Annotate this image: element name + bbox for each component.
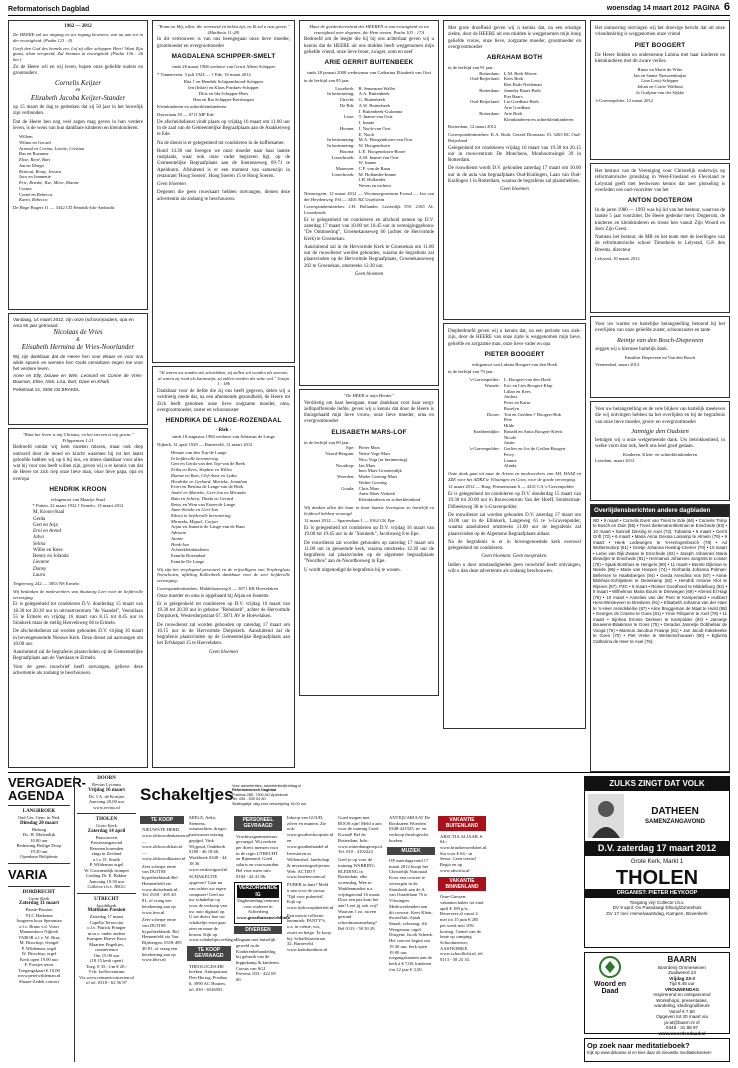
family-member: E. Nooh <box>358 131 374 137</box>
family-member: J.H. Hollander <box>358 177 386 183</box>
notice-dogterom: Het bestuur van de Vereniging voor Christelijk onderwijs op reformatorische grondslag in West-Friesland en Flevoland te Lelystad geeft met leedwezen kennis dat zeer plotseling is overleden ons oud-voorzitter van het ANTON DOGTEROM In de jaren 1980 — 1993 was hij lid van het bestuur, waarvan de laatste 5 jaar voorzitter. De Heere gedenke mevr. Dogterom, de kinderen en kleinkinderen en troste hen vanuit Zijn Woord en door Zijn Geest. Namens het bestuur, de MR en het team met de leerlingen van de reformatorische school Timotheüs te Lelystad, G.P. den Breems, directeur Lelystad, 10 maart 2012 <box>590 163 730 313</box>
family-place: Waarde: <box>484 382 500 388</box>
family-place: Doorn: <box>486 411 500 417</box>
family-member: W. Hoogendoorn <box>358 143 391 149</box>
notice-boogert: Diepbedroefd geven wij u kennis dat, na een periode van ziek-zijn, door de HEERE van onze zijde is weggenomen mijn lieve, geliefde en zorgzame man, onze lieve vader en opa PIETER BOOGERT echtgenoot van Lubina Boogert-van den Hoek in de leeftijd van 79 jaar. 's-Gravenpolder: L. Boogert-van den Hoek Waarde: Eric en Lies Boogert-Klap Lillan en Kees Andrea Peter en Karin Roselyn Doorn: Ton en Gerdien † Boogert-Bok Pete Hilde Krabbendijke: Ronald en Anita Boogert-Kievit Nicole Justin 's-Gravenpolder: Gerlies en Jos de Goffau-Boogert Percy Lianne Alinda Onze dank gaat uit naar de Artsen en medewerkers van AH, HAAZ en ZZE voor het ADRZ te Vlissingen en Goes, voor de goede verzorging. 12 maart 2012 — Burg. Prinsenstraat 6 — 4431 CA 's-Gravenpolder Er is gelegenheid tot condoleren op D.V. donderdag 15 maart van 19.30 tot 20.00 uur in Rouwcentrum Van der Hoeff, Smidsstraat-Dilbeekweg 38 te 's-Gravenpolder. De rouwdienst zal worden gehouden D.V. zaterdag 17 maart om 10.00 uur in de Ellinkerk, Langeweg 61 te 's-Gravenpolder, waarna aansluitend omstreeks 11.00 uur de begrafenis zal plaatsvinden op de Algemene Begraafplaats aldaar. Na de begrafenis is er in bovengenoemde kerk evenwel gelegenheid tot condoleren. Geen bloemen. Geen toespraken. Indien u door omstandigheden geen rouwbrief heeft ontvangen, wilt u dan deze advertentie als zodanig beschouwen. <box>443 323 586 729</box>
family-member: Neven en nichten <box>358 183 391 189</box>
deceased-name: HENDRIKA DE LANGE-ROZENDAAL <box>165 417 282 425</box>
family-member: Andrea <box>503 394 518 400</box>
classifieds-divider <box>8 772 730 773</box>
portrait-icon <box>588 794 624 838</box>
agenda-item: THOLEN Grote Kerk Zaterdag 14 april Paasconcert Passiezangavond Betonen horenden zingt in Zeeland o.l.v. D. Strulk P. Wildeman orgel W. Groenendijk trompet Leiding Dr. E. Bakker Aanvang 19.30 uur Collecte t.b.v. JBGG <box>84 817 129 889</box>
notice-keijzer: 1962 — 2012 De HEERE zal uw uitgang en uw ingang bewaren, van nu aan tot in der eeuwigheid. (Psalm 121 : 8) Geeft den God des hemels eer, Lof zij aller scheppen Heer! Want Zijn gunst, alom verspreid, Zal bestaan in eeuwigheid. (Psalm 136 : 26 ber.) Zo de Heere wil en wij leven, hopen onze geliefde ouders en grootouders Cornelis Keijzer en Elizabeth Jacoba Keijzer-Stander op 15 maart de dag te gedenken dat zij 50 jaar in het huwelijk zijn verbonden. Dat de Heere hen nog veel zegen mag geven in hun verdere leven, is de wens van hun dankbare kinderen en kleinkinderen. Willem Wilma en Gerard Arnoud en Corina, Lisette, Cristian Bas en Rozanne Elise, René, Bart Jan en Marga Reinout, Romy, Jessica Jaco en Jeannette Eric, Renske, Ilse, Mirte, Rianne Corina Corné en Rebecca Karin, Rebecca De Hoge Bogert 11 — 3342 CD Hendrik-Ido-Ambacht <box>8 20 148 310</box>
family-list <box>304 86 434 189</box>
woord-en-daad-ad: Woord en Daad BAARN Boordenij Ommeseinen Zuidweerd 23 Vrijdag 23-3 Tijd 8.45 uur VROUWENDAG Inspirerend en ontspannend Workshops, presentaties, wandeling, kledingruilbeurs Vanaf € 7,50 Opgeven tot 20 maart via ja-at@baarn.nl of 0348 - 31 88 97 www.woordendaad.nl <box>584 952 730 1034</box>
family-list: Hennie van den Top-de Lange In liefdevolle herinnering Gert en Gerda van den Top-van de Beek Erika en Kees, Stephen en Willeo Rianne en Bart, Clef-Anne en Lydia Hendrike en Gerhard, Marieke, Jonathan Evert en Bertina de Lange-van de Beek André en Marieke, Gert-Jan en Miranda Bata en Schera, Thuda en Gerard Betsy en Wim van Essen-de Lange Anne-Sietske en Gert-Jan Edwin in liefdevolle herinnering Miranda, Miguel, Corjan Arjan en Jeanette de Lange-van de Bunt Adriaan Jannie Henk-Jan Achterkleinkinderen Familie Rozendaal Familie De Lange <box>171 449 248 564</box>
schakeltjes-section <box>140 776 580 1062</box>
family-member: W. Iname <box>358 160 377 166</box>
section-title: Overlijdensberichten andere dagbladen <box>591 505 729 517</box>
agenda-item: DOORN Revius Lyceum Vrijdag 16 maart Ds. J.A. de Kruijter Aanvang 20.00 uur www.revius.nl <box>88 776 125 810</box>
column-5 <box>590 20 730 772</box>
family-place: Lisserbroek: <box>331 171 355 177</box>
newspaper-name: Reformatorisch Dagblad <box>8 6 90 14</box>
family-member: Walter Goeting <box>358 479 387 485</box>
family-place: 's-Gravenpolder: <box>469 377 500 383</box>
family-member: M. Hollander-Iname <box>358 171 397 177</box>
family-member: G. Buitenbeek <box>358 97 386 103</box>
family-member: Mieke Goeting-Mars <box>358 474 398 480</box>
family-member: Eric en Lies Boogert-Klap <box>503 382 553 388</box>
family-member: J. Iname <box>358 120 375 126</box>
notice-den-oudsten: Voor uw belangstelling en de vele blijken van hartelijk meeleven die wij ontvingen hebben na het overlijden en bij de begrafenis van onze lieve moeder, groot- en overgrootmoeder Jannigje den Oudsten betuigen wij u onze welgemeende dank. Uw betrokkenheid, in welke vorm dan ook, heeft ons heel goed gedaan. Kinderen, Klein- en achterkleinkinderen Leerdam, maart 2012 <box>590 401 730 501</box>
agenda-item: LANGBROEK Oud Ger. Gem. in Ned. Dinsdag 20 maart Bidstag Ds. H. Molendijk 10.00 uur Bediening Heilige Doop 19.30 uur Openbare Belijdenis <box>16 809 62 859</box>
family-place: In herinnering: <box>327 137 355 143</box>
family-member: Roselyn <box>503 405 519 411</box>
notice-kroon: "Want het leven is mij Christus, en het sterven is mij gewin." Filippensen 1:21 Bedroefd omdat wij hem moeten missen, maar ook diep ontroerd door de moed en kracht waarmee hij tot het laatst geloofde hebben wij op 6 bij ons, en intens dankbaar voor alles wat hij voor ons heeft willen zijn, geven wij u er kennis van dat de Heere tot zich riep onze lieve man, onze lieve papa, opa en overopa HENDRIK KROON echtgenoot van Maartje Staal * Putten, 22 maart 1922 † Ermelo, 13 maart 2012 M. Kroon-Staal Gerda Gert en Arja Erni en Arend Jalva Selina Willie en Kees Benny en Jolanda Lieanne Danny Laura Teigterweg 242 — 3853 NS Ermelo Wij bedanken de medewerkers van thuiszorg Leer voor de liefdevolle verzorging. Er is gelegenheid tot condoleren D.V. donderdag 15 maart van 18.30 tot 20.30 uur in uitvaartcentrum "de Vaandel", Veerallaan 55 te Ermelo en vrijdag 16 maart van 8.15 tot 8.45 uur in Sionkerk maar de stellig Heuvelsweg 66 te Ermelo. De afscheidsdienst zal worden gehouden D.V. vrijdag 16 maart in bovengenoemde Nieuwe Kerk. Deze dienst zal aanvangen om 10.00 uur. Aansluitend zal de begrafenis plaatsvinden op de Gemeentelijke Begraafplaats aan de Vaenlaan te Ermelo. Voor de geen rouwbrief heeft ontvangen, gelieve deze advertentie als zodanig te beschouwen. <box>8 428 148 768</box>
family-place: Rotterdam: <box>479 87 500 93</box>
family-member: Kees Both <box>503 76 524 82</box>
agenda-item: DORDRECHT Grote Kerk Zaterdag 31 maart Passie-Passion YLC Harkema Jongeren koor Sperantza o.l.v. Rinus v.d. Voort Mannenkoor Nijkerk TABOR o.l.v. W. Bras M. Bisschop, vleugel P. Wildeman, orgel W. Bisschop, orgel Kerk open 19.00 uur F. Poesjes tenor Toegangskaart € 10,00 www.peterwildeman.nl Shaare-Zedek concert <box>16 889 62 984</box>
classified-col: PERSONEEL GEVRAAGD Vrachtwagenmonteurs gevraagd. Wij zoeken per direct mensen voor in de regio UTRECHT en Rijnmond. Goed salaris en voorwaarden. Bel voor meer info 0184 - 44 41 86. VERZORGENDE IG Dagbesteding/centrum voor ouderen in Achterberg www.groothuisonsveld.info DIVERSEN Ongaan met huiselijk geweld in de Kinderenbehandeling bij gebruik van de hippokamp & kinderen. Cursus van SGJ Prevent, 033 - 422 69 00. <box>236 817 291 983</box>
family-member: Riet Both-Neeleman <box>503 82 542 88</box>
notice-de-lange: "Al waren uw zonden als scharlaken, zij zullen wit worden als sneeuw; al waren zij rood als karmozijn, zij zullen worden als witte wol." Jesaja 1 : 18b Dankbaar voor de liefde die zij ons heeft gegeven, delen wij u verdrietig mede dat, na een afnemende gezondheid, de Heere tot Zich heeft genomen onze lieve zorgzame moeder, oma, overgrootmoeder, zuster en schoonzuster HENDRIKA DE LANGE-ROZENDAAL - Riek - sinds 18 augustus 1984 weduwe van Adrianus de Lange Nijkerk, 31 april 1929 — Barneveld, 12 maart 2012 Hennie van den Top-de Lange In liefdevolle herinnering Gert en Gerda van den Top-van de Beek Erika en Kees, Stephen en Willeo Rianne en Bart, Clef-Anne en Lydia Hendrike en Gerhard, Marieke, Jonathan Evert en Bertina de Lange-van de Beek André en Marieke, Gert-Jan en Miranda Bata en Schera, Thuda en Gerard Betsy en Wim van Essen-de Lange Anne-Sietske en Gert-Jan Edwin in liefdevolle herinnering Miranda, Miguel, Corjan Arjan en Jeanette de Lange-van de Bunt Adriaan Jannie Henk-Jan Achterkleinkinderen Familie Rozendaal Familie De Lange Wij zijn het verplegend personeel en de vrijwilligers van Verpleeghuis Norschoten, afdeling Kallenbeek dankbaar voor de zeer liefdevolle verzorging. Correspondentieadres: Middelaarsweg 6 — 3871 KR Hoevelaken Onze moeder en oma is opgebaard bij Arjan en Jeanette. Er is gelegenheid tot condoleren op D.V. vrijdag 16 maart van 19.30 tot 20.30 uur in gebouw "Rehoboth", achter de Hervormde Dorpskerk, Westerdorpstraat 67, 3871 AV te Hoevelaken. De rouwdienst zal worden gehouden op zaterdag 17 maart om 10.15 uur in de Hervormde Dorpskerk. Aansluitend zal de begrafenis plaatsvinden op de Gemeentelijke Begraafplaats aan het Erfskepad 15 te Hoevelaken. Geen bloemen <box>152 366 295 768</box>
family-member: Janneke Baars-Both <box>503 87 541 93</box>
notice-piet-boogert: Het ontnoering ontvingen wij het droevige bericht dat uit onze vriendenkring is weggenomen onze vriend PIET BOOGERT De Heere bidden en ondersteune Lubina met haar kinderen en kleinkinderen met dit zware verlies. Rinus en Marie de Witte Jan en Sanne Nieuwenhuijze Lina Looij-Schipper Johan en Corrie Walhout Jo Guiljam-van der Sijkke 's-Gravenpolder, 12 maart 2012 <box>590 20 730 160</box>
honoree-name: Cornelis Keijzer <box>54 79 102 88</box>
family-member: J. Buitenbeek-Gulonma <box>358 108 403 114</box>
family-row <box>448 117 581 123</box>
family-place: In herinnering: <box>327 143 355 149</box>
family-member: Arie Goedhart <box>503 105 531 111</box>
deceased-name: ARIE GERRIT BUITENBEEK <box>324 59 414 67</box>
notice-schipper: "Komt tot Mij, allen, die vermoeid en belast zijt, en Ik zal u rust geven." (Mattheüs 11:28) In dit vertrouwen is van ons heengegaan onze lieve moeder, grootmoeder en overgrootmoeder MAGDALENA SCHIPPER-SMELT sinds 28 maart 1966 weduwe van Gerrit Albert Schipper * Vinnenveen, 3 juli 1924 — † Ede, 10 maart 2012 Rita † en Hendrik Schipaanbrood-Schipper Ien (Inkie) en Klaas Prinkies-Schipper Dick en Ida Schipper-Hees Han en Ria Schipper-Kersbergen Kleinkinderen en achterkleinkinderen Dstreriaan 39 — 6711 MP Ede De afscheidsdienst vindt plaats op vrijdag 16 maart om 11.00 uur in de zaal van de Gemeentelijke Begraafplaats aan de Asakkerweg te Ede. Na de dienst is er gelegenheid tot condoleren in de koffiekamer. Rond 14.30 uur brengen we onze moeder naar haar laatste rustplaats, waar ook onze vader begraven ligt, op de Gemeentelijke Begraafplaats aan de Soerenseweg 69-71 te Apeldoorn. Afsluitend is er een moment van samenzijn in restaurant 'Hoog Soeren', Hoog Soeren 15 te Hoog Soeren. Geen bloemen Degenen die geen rouwkaart hebben ontvangen, dienen deze advertentie als zodanig te beschouwen. <box>152 20 295 363</box>
family-member: A.M. Iname-van Oort <box>358 154 399 160</box>
family-place: Lisserbroek: <box>331 154 355 160</box>
family-place: Nootdorp: <box>335 462 355 468</box>
family-place: Lisse: <box>343 114 355 120</box>
family-member: Gerlies en Jos de Goffau-Boogert <box>503 446 566 452</box>
family-place: Oud-Beijerland: <box>470 99 500 105</box>
family-member: R. Smurman-Wallet <box>358 85 396 91</box>
event-city: THOLEN <box>615 866 699 889</box>
family-row <box>448 463 581 469</box>
agenda-title: VERGADER- <box>8 775 87 790</box>
notice-buitenbeek: Maar de goedertierenheid des HEEREN is van eeuwigheid en tot eeuwigheid over degenen, die Hem vrezen. Psalm 103 : 17A Bedroefd om de leegte die hij bij ons achterlaat geven wij u kennis dat de HEERE uit ons midden heeft weggenomen mijn geliefde vriend, onze lieve broer, zwager, oom en neef ARIE GERRIT BUITENBEEK sinds 28 januari 2000 weduwnaar van Catharina Elizabeth van Oort in de leeftijd van 85 jaar. Lisselierk: R. Smurman-Wallet In herinnering: A.A. Buitenbeek Utrecht: G. Buitenbeek De Bilt: A.W. Buitenbeek J. Buitenbeek-Gulonma Lisse: T. Iname-van Oort J. Iname Houten: J. Nooh-van Oort E. Nooh In herinnering: M.A. Hoogendoorn-van Oort In herinnering: W. Hoogendoorn Hoorna: L.E. Hoogendoorn-Boote Lisserbroek: A.M. Iname-van Oort W. Iname Maarssen: C.F. van de Baan Lisserbroek: M. Hollander-Iname J.H. Hollander Neven en nichten Nieuwegein, 12 maart 2012 — Woonzorgcentrum Evoud — Jan van der Heydenweg 194 — 3401 RZ Usselstein Correspondentieadres: J.H. Hollander, Lisserdijk 559, 2165 AL Lisserbroek Er is gelegenheid tot condoleren en afscheid nemen op D.V. zaterdag 17 maart van 10.00 tot 10.45 uur in vereniginggebouw "De Ontmoeting", Groenekanseweg 66 (achter de Hervormde Kerk) te Groenekan. Aansluitend zal in de Hervormde Kerk te Groenekan om 11.00 uur de rouwdienst worden gehouden, waarna de begrafenis zal plaatsvinden op de Hervormde Begraafplaats, Groenekanseweg 202 te Groenekan, omstreeks 12.30 uur. Geen bloemen <box>299 20 439 386</box>
family-place: Noord-Bergum: <box>325 451 355 457</box>
family-row <box>304 497 434 503</box>
classified-col: Inkoop van GOUD, zilver en munten. Zie ook: www.goudverkoopsite.nl en www.goudenhandel.nl Investeren in Willemshof, landschap & investeringsobjecten. Web: ACTIE!!! www.lonenwoontt.nl PUBER in huis? Meld u aan voor de cursus 'Tijd voor puberteit', Kijk op www.tijdvoorpuberteit.nl Een mooie collectie keramiek: PANTY'S, o.a. in crème, wit, zwart en beige. Te koop bij: Schaffelaarstraat 32, Barneveld. www.kadobonthuis.nl <box>287 815 334 953</box>
column-4 <box>443 20 586 732</box>
family-member: Anne Mars-Verkerk <box>358 491 396 497</box>
family-member: Pieter Mars <box>358 445 380 451</box>
deceased-name: PIET BOOGERT <box>634 41 686 49</box>
classified-col: MIELE, Aeko, Siemens, wasmachine, droger, vaatwasser mixing gepijpd. Vink Wijgoud, Oudekerk 0180 - 46 18 66, Werkhoek 0348 - 44 18 36 www.vinkwitgoed.nl SCHAKELTJE opgeven? Gaat nu van achter uw eigen computer! Geef nu uw schakeltje op voor de verkoop van uw auto digitaal op. U zet direct hoe uw schakeltje eruit gaat zien en maar de kosten. Kijk op www.schakeltjes.refdag.nl TE KOOP GEVRAAGD THEOLOGISCHE boeken. Antiquariaat Den Hertog, Postbus 6, 3990 AC Houten, tel. 030 - 6546581. <box>189 815 238 992</box>
family-member: Nicole <box>503 434 517 440</box>
family-list: Rita † en Hendrik Schipaanbrood-Schipper Ien (Inkie) en Klaas Prinkies-Schipper Dick en Ida Schipper-Hees Han en Ria Schipper-Kersbergen <box>183 79 264 102</box>
family-member: T. Iname-van Oort <box>358 114 393 120</box>
event-date: D.V. zaterdag 17 maart 2012 <box>585 841 729 856</box>
column-3 <box>299 20 439 699</box>
deceased-name: Reintje van den Bosch-Diepeveen <box>616 336 704 344</box>
family-place: De Bilt: <box>339 102 355 108</box>
family-member: Kleinkinderen en achterkleinkinderen <box>503 116 574 122</box>
family-member: L.M. Both-Moree <box>503 70 537 76</box>
classified-col: VAKANTIE BUITENLAND ABSCTIA 44 JAAR, € 64,- www.bruidsenwedsbet.nl. Sta voor € 64,- in Sessa. Geen toerist! Regio en op www.abscitia.nl VAKANTIE BINNENLAND Ome-Giessen: vakantiechalets tot eind april € 189 p/w. Reserveer al vanaf 4 mei tot 15 juni € 285 per week met 10% korting. Geniet van de lente op camping Schoolmeester, AASTKERKE. www.schoollicht.nl, tel. 0113 - 58 23 33. <box>440 817 488 963</box>
family-member: M.A. Hoogendoorn-van Oort <box>358 137 413 143</box>
family-list: Willem Wilma en Gerard Arnoud en Corina, Lisette, Cristian Bas en Rozanne Elise, René, Bart Jan en Marga Reinout, Romy, Jessica Jaco en Jeannette Eric, Renske, Ilse, Mirte, Rianne Corina Corné en Rebecca Karin, Rebecca <box>19 134 85 203</box>
family-member: Ton en Gerdien † Boogert-Bok <box>503 411 561 417</box>
family-place: Maarssen: <box>335 165 355 171</box>
agenda-column: VERGADER- AGENDA LANGBROEK Oud Ger. Gem. in Ned. Dinsdag 20 maart Bidstag Ds. H. Molendijk 10.00 uur Bediening Heilige Doop 19.30 uur Openbare Belijdenis VARIA DORDRECHT Grote Kerk Zaterdag 31 maart Passie-Passion YLC Harkema Jongeren koor Sperantza o.l.v. Rinus v.d. Voort Mannenkoor Nijkerk TABOR o.l.v. W. Bras M. Bisschop, vleugel P. Wildeman, orgel W. Bisschop, orgel Kerk open 19.00 uur F. Poesjes tenor Toegangskaart € 10,00 www.peterwildeman.nl Shaare-Zedek concert <box>8 775 87 984</box>
varia-title: VARIA <box>8 866 48 882</box>
classified-col: ANTIQUARIAAT De Rooksteen Woerden 0348-421925, in- en verkoop theologische boeken. MUZIEK OP zaterdagavond 17 maart 2012 hoopt het Christelijk Nationaal Koor een concert te verzorgen in de Sionskerk aan de A. van Ostadelaan 76 te Vlissingen. Medewerkenden aan dit concert: Kees Klein, dwarsfluit; Sjaak Smaal, solozang; Ab Weegenaar, orgel. Dirigent: Jacob Schenk. Het concert begint om 19.30 uur, kerk open 19.00 uur, toegangskaarten aan de kerk à € 7,00, kinderen t/m 12 jaar € 3,50. <box>389 815 434 972</box>
page-header <box>8 1 730 16</box>
notice-diepeveen: Voor uw warme en hartelijke belangstelling betoond bij het overlijden van onze geliefde zuster, schoonzuster en tante Reintje van den Bosch-Diepeveen zeggen wij u hiermee hartelijk dank. Families Diepeveen en Van den Bosch Veenendaal, maart 2012 <box>590 316 730 398</box>
family-member: Nico Vogt (in herinnering) <box>358 456 408 462</box>
family-place: Krabbendijke: <box>473 428 500 434</box>
deceased-name: Jannigje den Oudsten <box>631 427 689 435</box>
family-member: A.W. Buitenbeek <box>358 102 391 108</box>
deceased-name: ABRAHAM BOTH <box>486 54 543 61</box>
family-place: Epe: <box>346 445 355 451</box>
family-member: Percy <box>503 451 515 457</box>
notice-years: 1962 — 2012 <box>64 24 92 29</box>
page-date: woensdag 14 maart 2012 PAGINA 6 <box>606 1 730 14</box>
family-member: Justin <box>503 440 515 446</box>
other-papers-obituaries: Overlijdensberichten andere dagbladen ND • 9 maart • Cornelis Evert van Triest te Ede (66) • Cornelis Trimp te Bosch en Duin (86) • Trees Zielemans-Bletman te Enschede (83) • 10 maart • Sannoll Dinsing te Axel (73). Tubantia • 9 maart • Gerrit Grift (72) • 6 maart • Maria Anna Gesina Laniamp te Almelo (79) • 9 maart • Henk Lodewegen te 's-Hertogenbosch (78) • Ad Wolterendorp (61) • Grietje Johanna Hoeting-Cremer (70) • 10 maart • Lenie van Dijk-Zwaan te Enschede (82) • Joseph Johannes Maria Brandjes te Enschede (81) • Hermanus Johannes Jongstra te Losser (78) • Sjaak Bonthuis te Hengelo (80) • 11 maart • Bernte Dijkman te Neede (86) • Marie van Hoepen (74) • Gerharda Johanna Polman-Bellersen te Haaksbergen (84) • Gerda Arendina Vos (87) • Annie Blokhuis-Schlipsteet te Denekamp (82) • Hendrik Antonie Klot te Rijssen (87). PZC • 9 maart • Reinier Goedhoed te Middelburg (82) • 9 maart • Wilhelmus Maria Bours te Driewegen (69) • Ahmed El Hagi (78) • 10 maart • Annelies van der Peet te Kamperland • Hubbert Hera-Westeveen te Breskens (91) • Elisabeth Johanna van der Hare te 's-Heer Arendskerke (87) • Alice Bruggeman de Maat te Hulst (88) • Georges de Craene te Goes (81) • Ymie Filiopenn te Axel (78) • 11 maart • Sijnhea Emmie Derksen te Kampolder (84) • Jannetje Bouwens-Blaakman te Goes (75) • Geradus Jannetje Dobbelaar de Voogd (76) • Marinus Jacobus Fraanje (81) • Jan Jacob Kakebeeke te Goes (70) • Piet Vreke te Westenschouwen (90) • Egberta Catharina de Heer te Axel (76). <box>590 504 730 772</box>
family-row <box>304 183 434 189</box>
family-member: Hilde <box>503 423 515 429</box>
notice-de-vries: Vandaag, 14 maart 2012, zijn onze (schoon)ouders, opa en oma 50 jaar getrouwd. Nicolaas de Vries & Elisabeth Hermina de Vries-Noorlander Wij zijn dankbaar dat de Heere hen voor elkaar en voor ons wilde sparen en wensen hen Gods onmisbare zegen toe voor het verdere leven. Anne en Elly, Douwe en Wim, Leonard en Corine de Vries-Bouman, Eline, Nick, Lisa, Bart, Dave en Khadi Pelsstraat 14, 3306 CB BRAKEL <box>8 313 148 425</box>
family-member: Chris Mars <box>358 485 380 491</box>
family-place: Rotterdam: <box>479 70 500 76</box>
family-member: A.A. Buitenbeek <box>358 91 390 97</box>
family-list: Rinus en Marie de Witte Jan en Sanne Nieuwenhuijze Lina Looij-Schipper Johan en Corrie Walhout Jo Guiljam-van der Sijkke <box>633 67 687 95</box>
family-member: Lianne <box>503 457 517 463</box>
family-place <box>448 117 504 123</box>
family-place: Woerden: <box>336 474 355 480</box>
family-member: Ineo Mars-Groenendijk <box>358 468 402 474</box>
family-member: Nettie Vogt-Mars <box>358 451 391 457</box>
agenda-item: UTRECHT Jacobikerk Matthäus Passion Zaterdag 17 maart Capella Terracotta o.l.v. Patrick Pranger m.m.v. onder andere Kampen Hoeve Koor Maarten Engeltjes, countertenor Om 15.00 uur (18.15 kerk open) Toeg. € 35,- t/m € 20,- Vvk: koffiecentrum Via www.reinaertconcerten.nl of tel. 0318 - 62 56 87 <box>79 896 134 985</box>
honoree-name: Elizabeth Jacoba Keijzer-Stander <box>30 94 126 103</box>
family-place: Hoorna: <box>339 148 355 154</box>
family-member: Ronald en Anita Boogert-Kievit <box>503 428 563 434</box>
family-member: Kleinkinderen en achterkleinkind <box>358 497 421 503</box>
family-member: Pete <box>503 417 512 423</box>
woord-en-daad-logo-icon <box>599 956 621 978</box>
classified-col: TE KOOP NIEUWSTE HERD. www.oldwoodenkasten.nl — www.oldwoodchair.nl — www.oldwoodkasten.nl Zeer scherpe rente van DUITSE hypotheekbank Bel Hennenfield zie www.duitsebank.nl. Tel. 0318 - 495 40 81, of vraag een berekening aan op www.hvn.nl Zeer scherpe rente van DUITSE hypotheekbank. Bel Hennenfeld via Van Rijsbergen, 0318-495 40 81, of vraag een berekening aan op www.bhvr.nl <box>142 817 190 963</box>
family-member: C.F. van de Baan <box>358 165 390 171</box>
family-place <box>304 183 359 189</box>
meditatie-ad: Op zoek naar meditatieboek? Kijk op www.dekanse.nl en kies daar de nieuwste meditatieboeken! <box>584 1038 730 1062</box>
family-place: Houten: <box>339 125 355 131</box>
family-member: L.E. Hoogendoorn-Boote <box>358 148 406 154</box>
family-place: Oud-Beijerland: <box>470 76 500 82</box>
notice-both: Met grote droefheid geven wij u kennis dat, na een ernstige ziekte, door de HEERE uit ons midden is weggenomen mijn innig geliefde vrouw, onze lieve, zorgzame moeder, grootmoeder en overgrootmoeder ABRAHAM BOTH in de leeftijd van 91 jaar. Rotterdam: L.M. Both-Moree Oud-Beijerland: Kees Both Riet Both-Neeleman Rotterdam: Janneke Baars-Both Piet Baars Oud-Beijerland: Lia Goedhart-Both Arie Goedhart Rotterdam: Arie Both Kleinkinderen en achterkleinkinderen Rotterdam, 12 maart 2012 Correspondentieadres: K.A. Both, Gerard Doustraat 10, 3263 RC Oud-Beijerland Gelegenheid tot condoleren vrijdag 16 maart van 19.30 tot 20.15 uur in rouwcentrum De Monchens, Monhoornsingel 39 in Rotterdam. De rouwdienst wordt D.V. gehouden zaterdag 17 maart om 10.00 uur in de aula van begraafplaats Oud-Kralingen, Laan van Oud-Kralingen 1 in Rotterdam, waarna de begrafenis zal plaatshebben. Geen bloemen <box>443 20 586 320</box>
family-member: Lia Goedhart-Both <box>503 99 539 105</box>
family-list <box>448 71 581 123</box>
family-place: Utrecht: <box>339 97 355 103</box>
woord-en-daad-link[interactable]: www.woordendaad.nl <box>658 1030 706 1036</box>
schakeltjes-info: Voor advertenties: advertentie@refdag.nl Reformatorisch Dagblad Postbus 285, 7300 AG Apeldoorn Tel. 055 - 539 03 80 Sluitingstijd: dag vóór verschijning 16.00 uur <box>232 783 307 806</box>
column-2 <box>152 20 295 771</box>
family-place: 's-Gravenpolder: <box>469 446 500 452</box>
deceased-name: MAGDALENA SCHIPPER-SMELT <box>171 52 276 60</box>
notice-mars-lof: "De HEER is mijn Herder" Verdrietig om haar heengaan, maar dankbaar voor haar zorgv zelfopofferende liefde, geven wij u kennis dat door de Heere is thuisgehaald mijn lieve vrouw, onze lieve moeder, oma en overgrootmoeder ELISABETH MARS-LOF in de leeftijd van 80 jaar. Epe: Pieter Mars Noord-Bergum: Nettie Vogt-Mars Nico Vogt (in herinnering) Nootdorp: Jan Mars Ineo Mars-Groenendijk Woerden: Mieke Goeting-Mars Walter Goeting Gouda: Chris Mars Anne Mars-Verkerk Kleinkinderen en achterkleinkind Wij danken allen die haar in haar laatste levensjaar zo hartelijk en liefdevol hebben verzorgd. 12 maart 2012 — Sparrenlaan 1 — 8162 CK Epe Er is gelegenheid tot condoleren op D.V. vrijdag 16 maart van 19.00 tot 19.45 uur in de "Sionkerk", Jacobsweg 8 te Epe. De rouwdienst zal worden gehouden op zaterdag 17 maart om 11.00 uur in genoemde kerk, waarna omstreeks 12.30 uur de begrafenis zal plaatsvinden op de algemene begraafplaats "Noorlbos" aan de Noordbosweg in Epe. U wordt uitgenodigd de begrafenis bij te wonen. <box>299 389 439 696</box>
family-list <box>448 377 581 469</box>
family-member: L. Boogert-van den Hoek <box>503 377 551 383</box>
family-list: M. Kroon-Staal Gerda Gert en Arja Erni en Arend Jalva Selina Willie en Kees Benny en Jolanda Lieanne Danny Laura <box>33 510 69 578</box>
family-member: Piet Baars <box>503 93 523 99</box>
schakeltjes-title: Schakeltjes <box>140 785 234 805</box>
family-member: Lillan en Kees <box>503 388 531 394</box>
deceased-name: PIETER BOOGERT <box>484 350 545 358</box>
deceased-name: ANTON DOGTEROM <box>627 197 693 204</box>
deceased-name: ELISABETH MARS-LOF <box>331 428 407 436</box>
family-place <box>448 463 504 469</box>
family-member: Jan Mars <box>358 462 376 468</box>
family-member: Arie Both <box>503 110 523 116</box>
family-place: Gouda: <box>341 485 355 491</box>
concert-column <box>74 776 136 1062</box>
family-place <box>304 497 359 503</box>
family-member: Peter en Karin <box>503 400 531 406</box>
family-place: Lisselierk: <box>335 85 355 91</box>
family-list <box>304 445 434 502</box>
family-place: In herinnering: <box>327 91 355 97</box>
family-member: Alinda <box>503 463 517 469</box>
classified-col: Goed mogen met BOOS zijn! Meld u aan voor de training Goed Kwaad! Bel de Rotterdam. Info: www.rotterdamgroep.nl. Tel. 010 - 4102222 Geef je op voor de training WARRING BLEDING in Rotterdam, elke woensdag. Mee in Waddenmarket n.a. vrijdagavond 16 maart. Door een pas kom het aan! Leef jij ook vrij? Waarom 't zo, na een gezond schoolmassamelang? Bel 0113 - 58 39 29. <box>338 815 383 931</box>
deceased-name: HENDRIK KROON <box>49 485 107 493</box>
family-member: J. Nooh-van Oort <box>358 125 391 131</box>
datheen-ad: ZULKS ZINGT DAT VOLK DATHEEN SAMENZANGAVOND D.V. zaterdag 17 maart 2012 Grote Kerk, Markt 1 THOLEN ORGANIST: PIETER HEYKOOP Toegang vrij! Collecte t.b.v. DV 9 april: Ov Paasdaagi Elburg/Zonnehuis DV 17 mei: Hemelvaartsdag, Kampen, Bovenkerk <box>584 776 730 948</box>
page-number: 6 <box>723 1 730 14</box>
column-1 <box>8 20 148 771</box>
verzorgende-ad: VERZORGENDE IG Dagbesteding/centrum voor ouderen in Achterberg www.groothuisonsveld.info <box>234 882 282 923</box>
family-place: Rotterdam: <box>479 110 500 116</box>
